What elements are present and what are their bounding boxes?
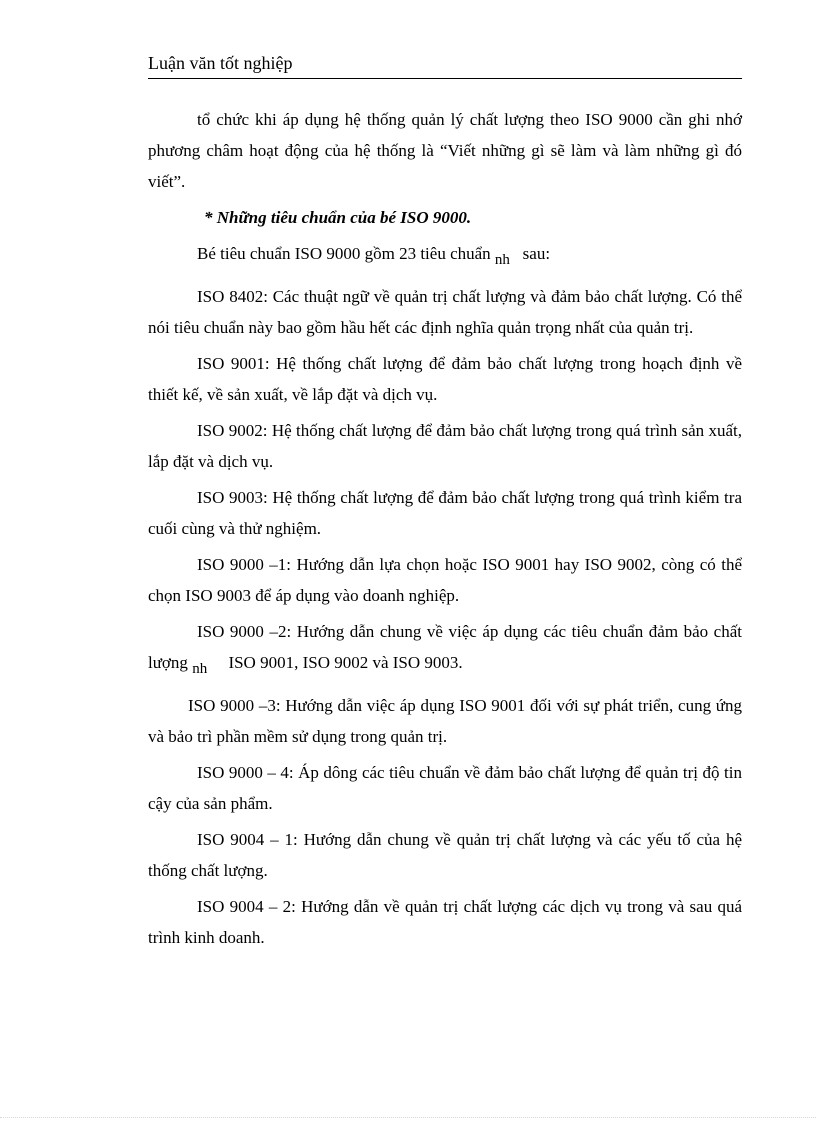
paragraph-iso-9004-2: ISO 9004 – 2: Hướng dẫn về quản trị chất lượng các dịch vụ trong và sau quá trình kinh doanh. <box>148 897 742 947</box>
section-heading: * Những tiêu chuẩn của bé ISO 9000. <box>204 208 472 227</box>
paragraph-iso-8402: ISO 8402: Các thuật ngữ về quản trị chất lượng và đảm bảo chất lượng. Có thể nói tiêu chuẩn này bao gồm hầu hết các định nghĩa quản trọng nhất của quản trị. <box>148 287 742 337</box>
paragraph-iso-9002: ISO 9002: Hệ thống chất lượng để đảm bảo chất lượng trong quá trình sản xuất, lắp đặt và dịch vụ. <box>148 421 742 471</box>
paragraph-iso-9004-1: ISO 9004 – 1: Hướng dẫn chung về quản trị chất lượng và các yếu tố của hệ thống chất lượng. <box>148 830 742 880</box>
page-header <box>148 50 742 79</box>
paragraph-standards-count <box>148 238 742 276</box>
subscript-fragment: nh <box>494 252 510 268</box>
paragraph-text: ISO 9000 –2: Hướng dẫn chung về việc áp dụng các tiêu chuẩn đảm bảo chất lượng <box>148 622 742 672</box>
paragraph-text: sau: <box>522 244 551 263</box>
paragraph-iso-9000-2 <box>148 616 742 685</box>
paragraph-text: ISO 9001, ISO 9002 và ISO 9003. <box>228 653 463 672</box>
page-bottom-border <box>0 1117 816 1118</box>
document-body <box>148 104 742 958</box>
paragraph-text: Bé tiêu chuẩn ISO 9000 gồm 23 tiêu chuẩn <box>197 244 491 263</box>
paragraph-iso-9000-1: ISO 9000 –1: Hướng dẫn lựa chọn hoặc ISO 9001 hay ISO 9002, còng có thể chọn ISO 9003 để áp dụng vào doanh nghiệp. <box>148 555 742 605</box>
paragraph-intro: tổ chức khi áp dụng hệ thống quản lý chất lượng theo ISO 9000 cần ghi nhớ phương châm hoạt động của hệ thống là “Viết những gì sẽ làm và làm những gì đó viết”. <box>148 110 742 191</box>
header-title: Luận văn tốt nghiệp <box>148 53 293 73</box>
subscript-fragment: nh <box>192 661 208 677</box>
paragraph-iso-9003: ISO 9003: Hệ thống chất lượng để đảm bảo chất lượng trong quá trình kiểm tra cuối cùng và thử nghiệm. <box>148 488 742 538</box>
paragraph-iso-9000-3: ISO 9000 –3: Hướng dẫn việc áp dụng ISO 9001 đối với sự phát triển, cung ứng và bảo trì phần mềm sử dụng trong quản trị. <box>148 696 742 746</box>
paragraph-iso-9001: ISO 9001: Hệ thống chất lượng để đảm bảo chất lượng trong hoạch định về thiết kế, về sản xuất, về lắp đặt và dịch vụ. <box>148 354 742 404</box>
paragraph-iso-9000-4: ISO 9000 – 4: Áp dông các tiêu chuẩn về đảm bảo chất lượng để quản trị độ tin cậy của sản phẩm. <box>148 763 742 813</box>
